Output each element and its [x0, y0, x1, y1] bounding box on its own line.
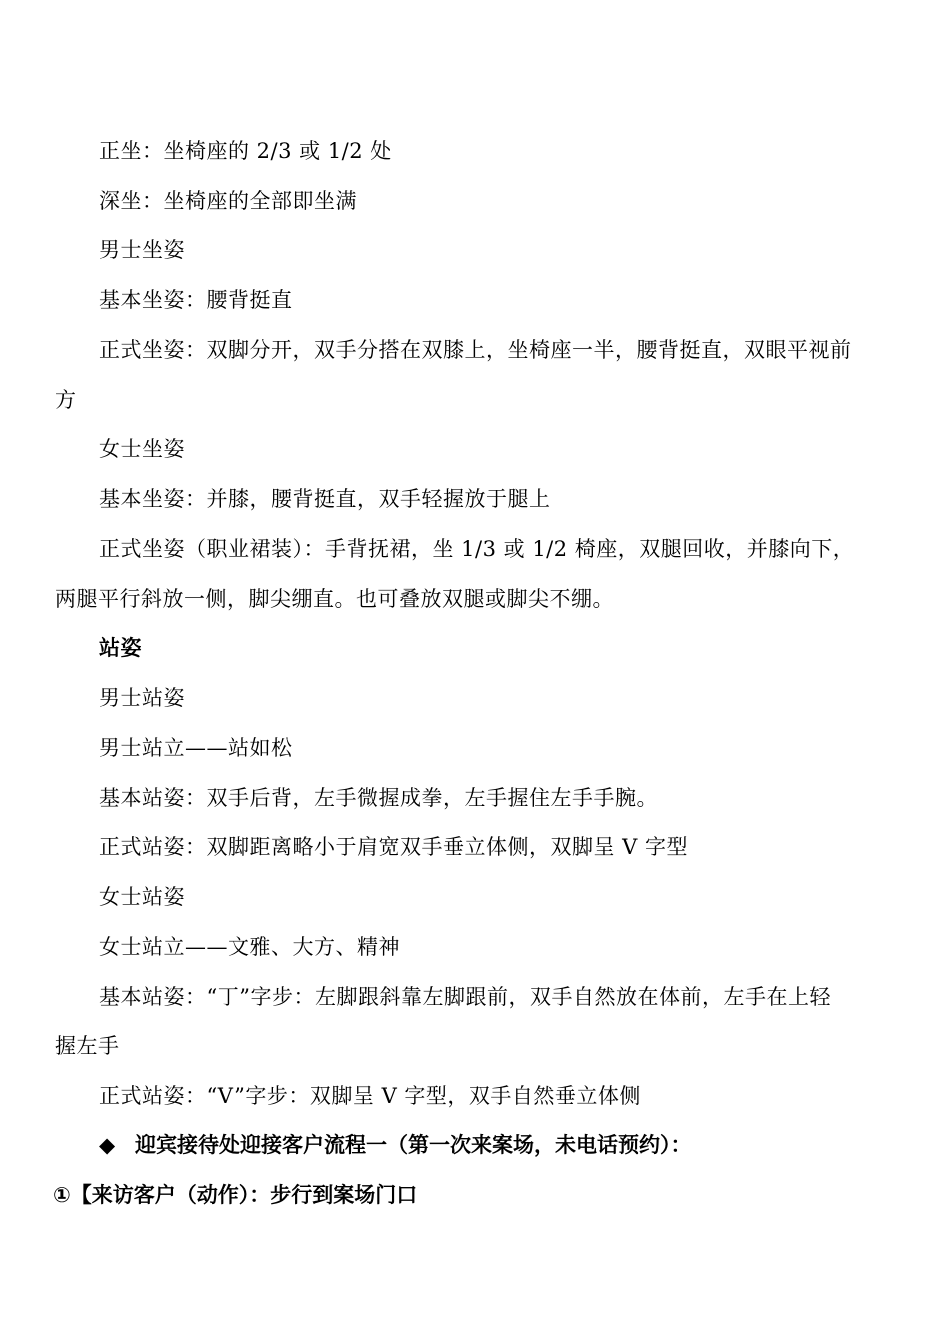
diamond-bullet-icon: ◆	[99, 1133, 116, 1157]
paragraph-male-formal-sitting-continued: 方	[55, 388, 77, 412]
paragraph-female-formal-sitting: 正式坐姿（职业裙装）：手背抚裙，坐 1/3 或 1/2 椅座，双腿回收，并膝向下，	[99, 537, 855, 561]
heading-female-standing: 女士站姿	[99, 885, 185, 909]
paragraph-female-formal-sitting-continued: 两腿平行斜放一侧，脚尖绷直。也可叠放双腿或脚尖不绷。	[55, 587, 614, 611]
paragraph-male-formal-standing: 正式站姿：双脚距离略小于肩宽双手垂立体侧，双脚呈 V 字型	[99, 835, 689, 859]
paragraph-shenzuo: 深坐：坐椅座的全部即坐满	[99, 189, 357, 213]
paragraph-male-basic-standing: 基本站姿：双手后背，左手微握成拳，左手握住左手手腕。	[99, 786, 658, 810]
section-heading-text: 迎宾接待处迎接客户流程一（第一次来案场，未电话预约）：	[135, 1133, 692, 1157]
heading-male-sitting: 男士坐姿	[99, 238, 185, 262]
paragraph-male-formal-sitting: 正式坐姿：双脚分开，双手分搭在双膝上，坐椅座一半，腰背挺直，双眼平视前	[99, 338, 852, 362]
heading-standing: 站姿	[99, 636, 142, 660]
paragraph-male-basic-sitting: 基本坐姿：腰背挺直	[99, 288, 293, 312]
paragraph-zhengzuo: 正坐：坐椅座的 2/3 或 1/2 处	[99, 139, 392, 163]
heading-male-standing: 男士站姿	[99, 686, 185, 710]
paragraph-female-basic-sitting: 基本坐姿：并膝，腰背挺直，双手轻握放于腿上	[99, 487, 551, 511]
paragraph-female-standing-motto: 女士站立——文雅、大方、精神	[99, 935, 400, 959]
section-heading-reception-flow	[99, 1131, 900, 1159]
step-item-1: ①【来访客户（动作）：步行到案场门口	[53, 1183, 418, 1207]
paragraph-female-basic-standing: 基本站姿：“丁”字步：左脚跟斜靠左脚跟前，双手自然放在体前，左手在上轻	[99, 985, 831, 1009]
paragraph-male-standing-motto: 男士站立——站如松	[99, 736, 293, 760]
paragraph-female-formal-standing: 正式站姿：“V”字步：双脚呈 V 字型，双手自然垂立体侧	[99, 1084, 641, 1108]
heading-female-sitting: 女士坐姿	[99, 437, 185, 461]
paragraph-female-basic-standing-continued: 握左手	[55, 1034, 120, 1058]
